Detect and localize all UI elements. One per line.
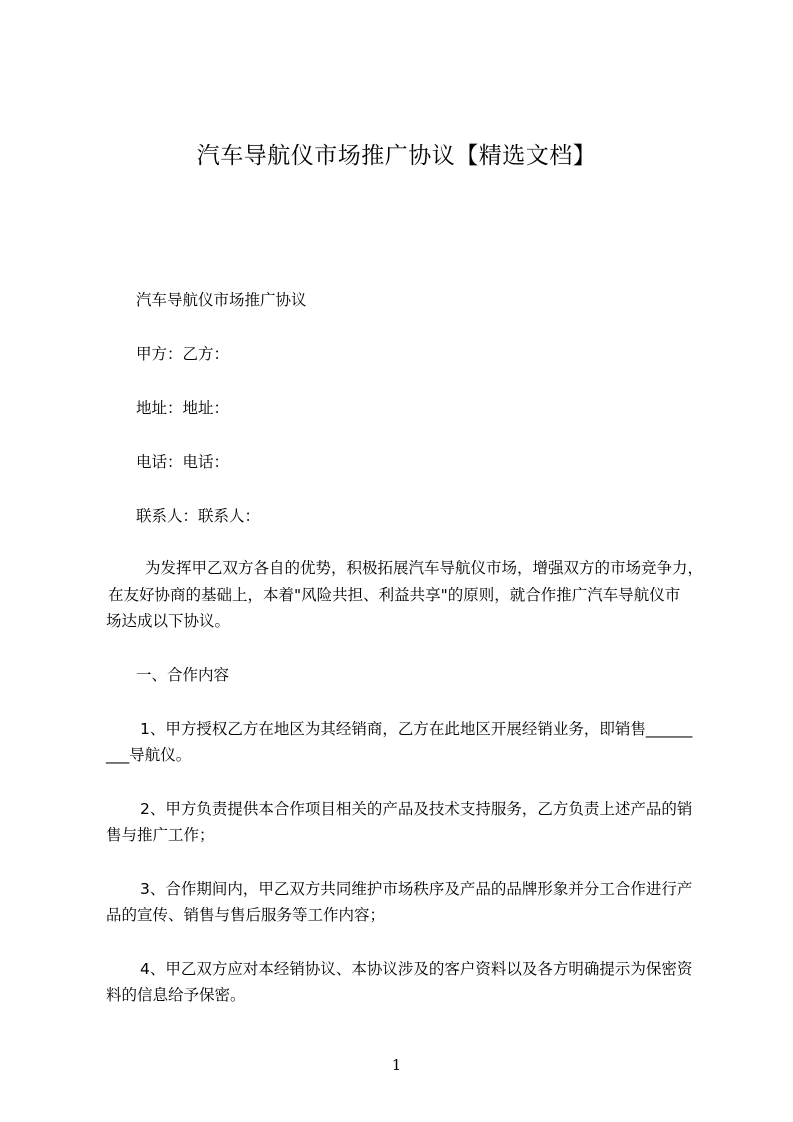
agreement-subtitle: 汽车导航仪市场推广协议 bbox=[136, 291, 307, 309]
clause-line: 3、合作期间内，甲乙双方共同维护市场秩序及产品的品牌形象并分工合作进行产 bbox=[140, 880, 693, 898]
page-number: 1 bbox=[391, 1056, 402, 1074]
intro-line: 为发挥甲乙双方各自的优势，积极拓展汽车导航仪市场，增强双方的市场竞争力， bbox=[145, 559, 704, 577]
phone-line: 电话：电话： bbox=[136, 453, 230, 471]
clause-line: 品的宣传、销售与售后服务等工作内容； bbox=[106, 906, 386, 924]
intro-line: 场达成以下协议。 bbox=[106, 612, 231, 630]
intro-line: 在友好协商的基础上，本着"风险共担、利益共享"的原则，就合作推广汽车导航仪市 bbox=[108, 586, 681, 604]
party-line: 甲方：乙方： bbox=[136, 345, 230, 363]
clause-line: 1、甲方授权乙方在地区为其经销商，乙方在此地区开展经销业务，即销售______ bbox=[140, 720, 693, 738]
clause-line: 2、甲方负责提供本合作项目相关的产品及技术支持服务，乙方负责上述产品的销 bbox=[140, 800, 693, 818]
address-line: 地址：地址： bbox=[136, 399, 230, 417]
section-heading: 一、合作内容 bbox=[136, 666, 230, 684]
contact-line: 联系人：联系人： bbox=[136, 507, 261, 525]
clause-line: 4、甲乙双方应对本经销协议、本协议涉及的客户资料以及各方明确提示为保密资 bbox=[140, 960, 693, 978]
clause-line: 料的信息给予保密。 bbox=[106, 986, 246, 1004]
clause-line: ___导航仪。 bbox=[106, 746, 192, 764]
document-title: 汽车导航仪市场推广协议【精选文档】 bbox=[196, 143, 597, 169]
clause-line: 售与推广工作； bbox=[106, 826, 215, 844]
